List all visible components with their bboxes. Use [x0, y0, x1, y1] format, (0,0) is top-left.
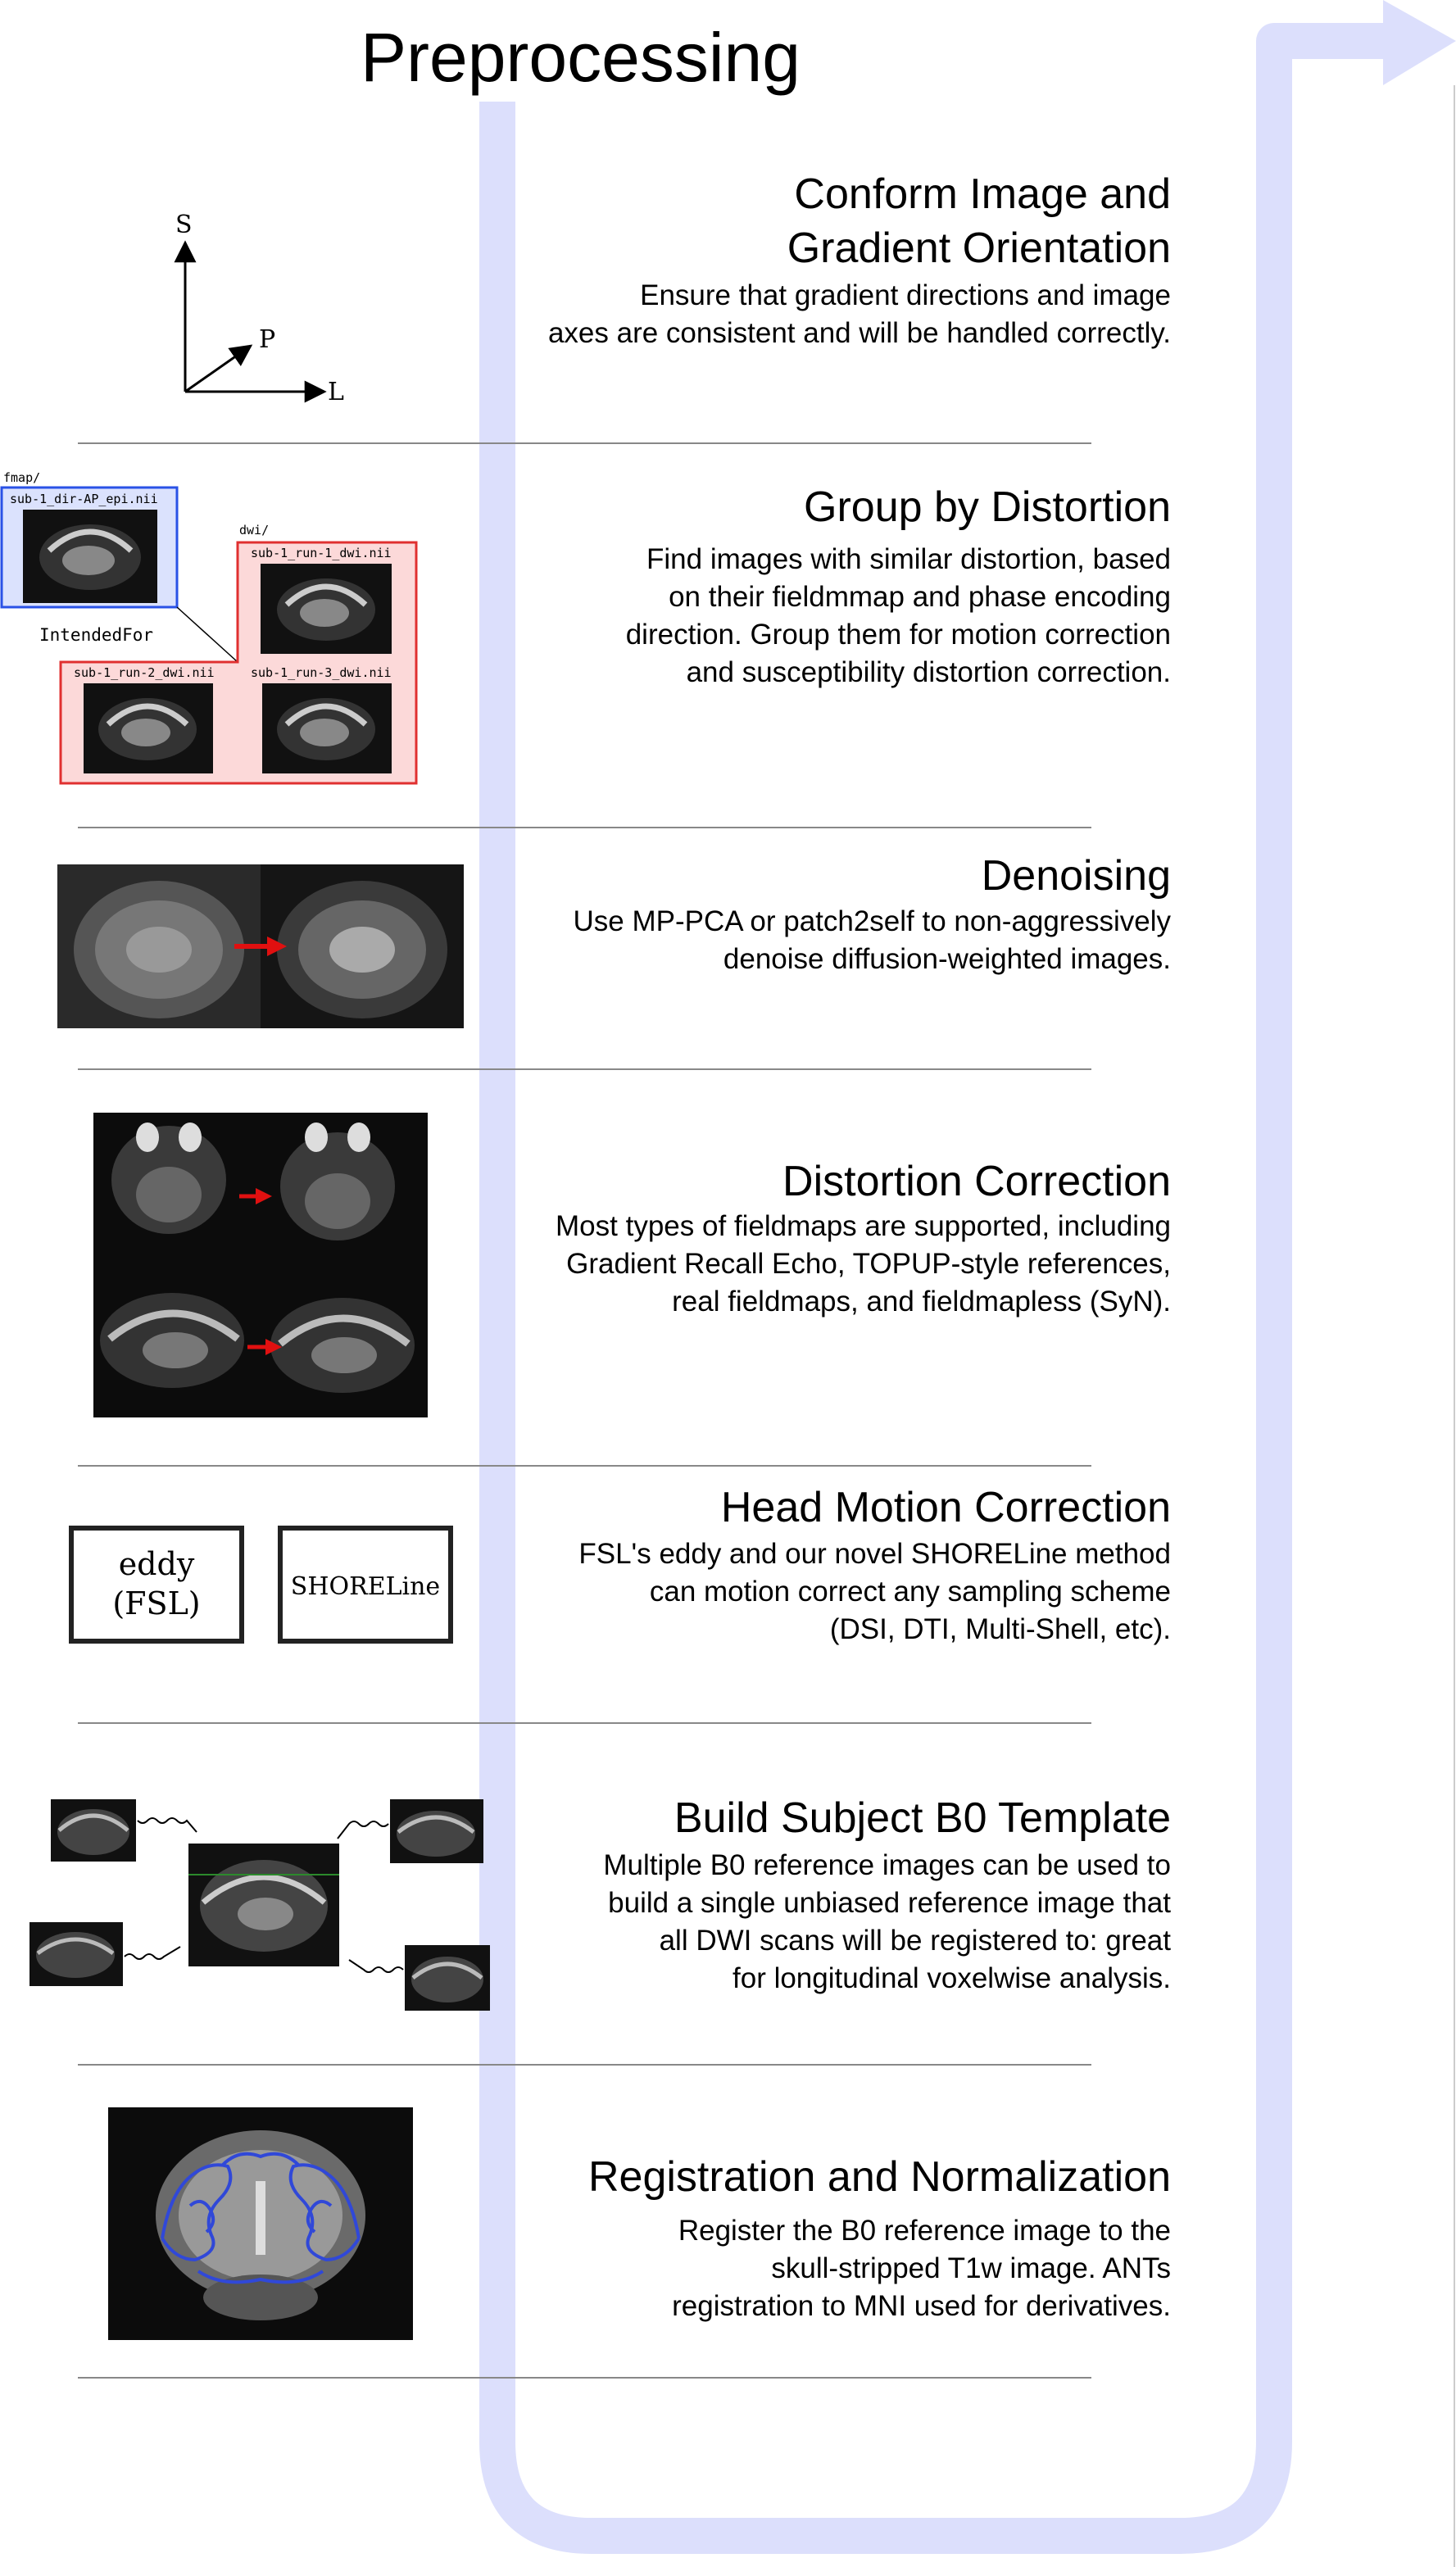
step-title-line: Registration and Normalization	[587, 2153, 1171, 2201]
dwi-dir-label: dwi/	[239, 523, 270, 537]
divider	[78, 1465, 1091, 1467]
b0-reference-image	[29, 1922, 123, 1986]
step-title-line: Group by Distortion	[804, 483, 1171, 531]
desc-line: denoise diffusion-weighted images.	[723, 943, 1171, 975]
eddy-label: (FSL)	[112, 1585, 201, 1621]
step-title	[782, 1154, 1171, 1209]
sagittal-after-image	[270, 1298, 415, 1393]
shoreline-label: SHORELine	[290, 1572, 441, 1601]
divider	[78, 442, 1091, 444]
step-title-line: Head Motion Correction	[720, 1484, 1171, 1531]
sagittal-before-image	[100, 1293, 244, 1388]
fmap-dir-label: fmap/	[3, 470, 41, 485]
desc-line: can motion correct any sampling scheme	[649, 1576, 1171, 1608]
divider	[78, 1722, 1091, 1724]
desc-line: real fieldmaps, and fieldmapless (SyN).	[672, 1286, 1171, 1318]
brain-thumbnail	[98, 698, 197, 760]
brain-thumbnail	[277, 698, 375, 760]
divider	[78, 1068, 1091, 1070]
eddy-box	[71, 1528, 242, 1641]
step-title	[804, 480, 1171, 534]
dwi-file-label: sub-1_run-1_dwi.nii	[251, 546, 392, 560]
step-title	[721, 1481, 1171, 1535]
desc-line: for longitudinal voxelwise analysis.	[733, 1962, 1171, 1994]
step-title-line: Gradient Orientation	[787, 224, 1171, 272]
dwi-file-label: sub-1_run-3_dwi.nii	[251, 665, 392, 680]
distortion-group-figure	[0, 465, 426, 793]
b0-reference-image	[51, 1799, 136, 1862]
step-description	[578, 1535, 1171, 1649]
step-title	[674, 1791, 1171, 1845]
desc-line: Gradient Recall Echo, TOPUP-style references,	[566, 1248, 1171, 1280]
axis-label-p: P	[259, 325, 276, 354]
desc-line: on their fieldmmap and phase encoding	[669, 581, 1171, 613]
fmap-file-label: sub-1_dir-AP_epi.nii	[10, 492, 158, 506]
divider	[78, 2377, 1091, 2379]
step-title-line: Denoising	[981, 852, 1171, 900]
step-title-line: Conform Image and	[794, 170, 1171, 218]
desc-line: FSL's eddy and our novel SHORELine method	[578, 1538, 1171, 1570]
desc-line: (DSI, DTI, Multi-Shell, etc).	[829, 1613, 1171, 1645]
desc-line: skull-stripped T1w image. ANTs	[771, 2252, 1171, 2284]
page-title: Preprocessing	[361, 19, 801, 96]
desc-line: axes are consistent and will be handled correctly.	[547, 317, 1171, 349]
eddy-label: eddy	[118, 1546, 195, 1582]
axis-label-l: L	[328, 378, 344, 406]
step-description	[672, 2212, 1171, 2325]
desc-line: Find images with similar distortion, based	[646, 543, 1171, 575]
denoised-brain-image	[277, 881, 447, 1018]
desc-line: build a single unbiased reference image that	[608, 1887, 1171, 1919]
step-title	[588, 2150, 1171, 2204]
desc-line: Multiple B0 reference images can be used to	[603, 1849, 1171, 1881]
step-title	[982, 849, 1171, 903]
orientation-axes-figure	[156, 205, 385, 410]
step-description	[556, 1208, 1171, 1321]
intended-for-label: IntendedFor	[39, 625, 154, 645]
registration-figure	[108, 2107, 413, 2340]
distortion-correction-figure	[93, 1113, 428, 1417]
desc-line: all DWI scans will be registered to: great	[659, 1925, 1171, 1957]
step-description	[574, 903, 1172, 978]
divider	[78, 827, 1091, 828]
desc-line: Most types of fieldmaps are supported, including	[556, 1210, 1171, 1242]
desc-line: Ensure that gradient directions and image	[640, 279, 1171, 311]
b0-reference-image	[390, 1799, 483, 1863]
desc-line: and susceptibility distortion correction.	[686, 656, 1171, 688]
step-description	[548, 277, 1171, 352]
brain-thumbnail	[39, 524, 141, 590]
desc-line: Register the B0 reference image to the	[678, 2215, 1171, 2247]
step-title-line: Build Subject B0 Template	[674, 1794, 1171, 1842]
motion-methods-figure	[69, 1526, 454, 1644]
noisy-brain-image	[74, 881, 244, 1018]
desc-line: Use MP-PCA or patch2self to non-aggressively	[573, 905, 1171, 937]
b0-reference-image	[405, 1945, 490, 2011]
b0-template-figure	[28, 1794, 495, 2019]
template-image	[188, 1844, 339, 1966]
step-title-line: Distortion Correction	[782, 1158, 1171, 1205]
denoising-figure	[57, 864, 464, 1028]
dwi-file-label: sub-1_run-2_dwi.nii	[74, 665, 215, 680]
brain-thumbnail	[277, 578, 375, 641]
axis-label-s: S	[175, 211, 193, 239]
step-title	[787, 167, 1171, 275]
desc-line: direction. Group them for motion correction	[625, 619, 1171, 651]
desc-line: registration to MNI used for derivatives.	[672, 2290, 1171, 2322]
divider	[78, 2064, 1091, 2066]
step-description	[603, 1847, 1171, 1998]
step-description	[626, 541, 1171, 692]
